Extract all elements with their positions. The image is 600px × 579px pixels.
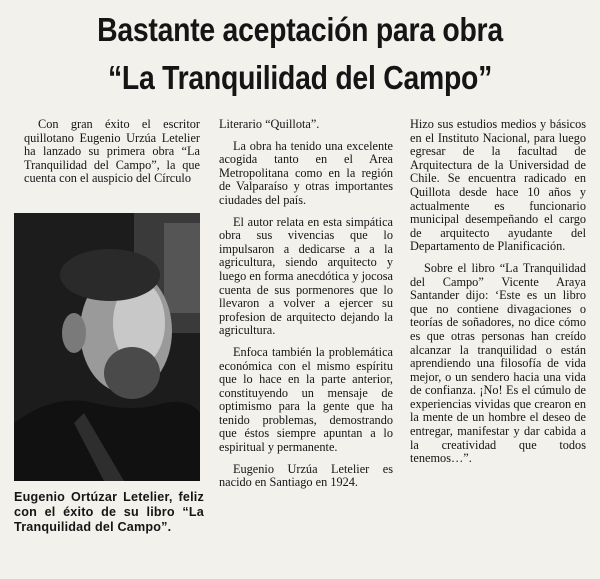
headline bbox=[42, 6, 558, 102]
author-portrait-image bbox=[14, 213, 200, 481]
article-paragraph: Enfoca también la problemática económica con el mismo espíritu que lo hace en la parte anterior, constituyendo un mensaje de optimismo para la gente que ha tenido problemas, demostrando que éstos siempre apuntan a lo espiritual y permanente. bbox=[219, 344, 393, 455]
article-paragraph: Con gran éxito el escritor quillotano Eugenio Urzúa Letelier ha lanzado su primera obra “La Tranquilidad del Campo”, la que cuenta con el auspicio del Círculo bbox=[24, 117, 200, 186]
article-paragraph: La obra ha tenido una excelente acogida tanto en el Area Metropolitana como en la región de Valparaíso y otras importantes ciudades del país. bbox=[219, 138, 393, 207]
headline-line-2: “La Tranquilidad del Campo” bbox=[107, 59, 493, 96]
article-paragraph: Literario “Quillota”. bbox=[219, 117, 320, 131]
article-paragraph: El autor relata en esta simpática obra sus vivencias que lo impulsaron a dedicarse a a la agricultura, siendo arquitecto y luego en forma anecdótica y jocosa cuenta de sus pormenores que lo llevaron a volver a ejercer su profesion de arquitecto dejando la agricultura. bbox=[219, 214, 393, 338]
article-column-3 bbox=[410, 118, 586, 474]
headline-line-1: Bastante aceptación para obra bbox=[97, 11, 503, 48]
photo-caption: Eugenio Ortúzar Letelier, feliz con el éxito de su libro “La Tranquilidad del Campo”. bbox=[14, 490, 204, 534]
article-column-2 bbox=[219, 118, 393, 498]
article-paragraph: Sobre el libro “La Tranquilidad del Campo” Vicente Araya Santander dijo: ‘Este es un libro que no contiene divagaciones o teorías de soñadores, no dice cómo es que otras personas han creído alcanzar la tranquilidad o están aprendiendo una filosofía de vida mejor, o un sendero hacia una vida de confianza. ¡No! Es el cúmulo de experiencias vividas que crearon en la mente de un hombre el deseo de entregar, manifestar y dar cabida a la creatividad que todos tenemos…”. bbox=[410, 260, 586, 466]
article-paragraph: Eugenio Urzúa Letelier es nacido en Santiago en 1924. bbox=[219, 461, 393, 490]
article-column-1 bbox=[24, 118, 200, 194]
author-photo bbox=[14, 213, 200, 481]
article-paragraph: Hizo sus estudios medios y básicos en el Instituto Nacional, para luego egresar de la facultad de Arquitectura de la Universidad de Chile. Se encuentra radicado en Quillota desde hace 10 años y actualmente es funcionario municipal desempeñando el cargo de arquitecto ayudante del Departamento de Planificación. bbox=[410, 117, 586, 254]
